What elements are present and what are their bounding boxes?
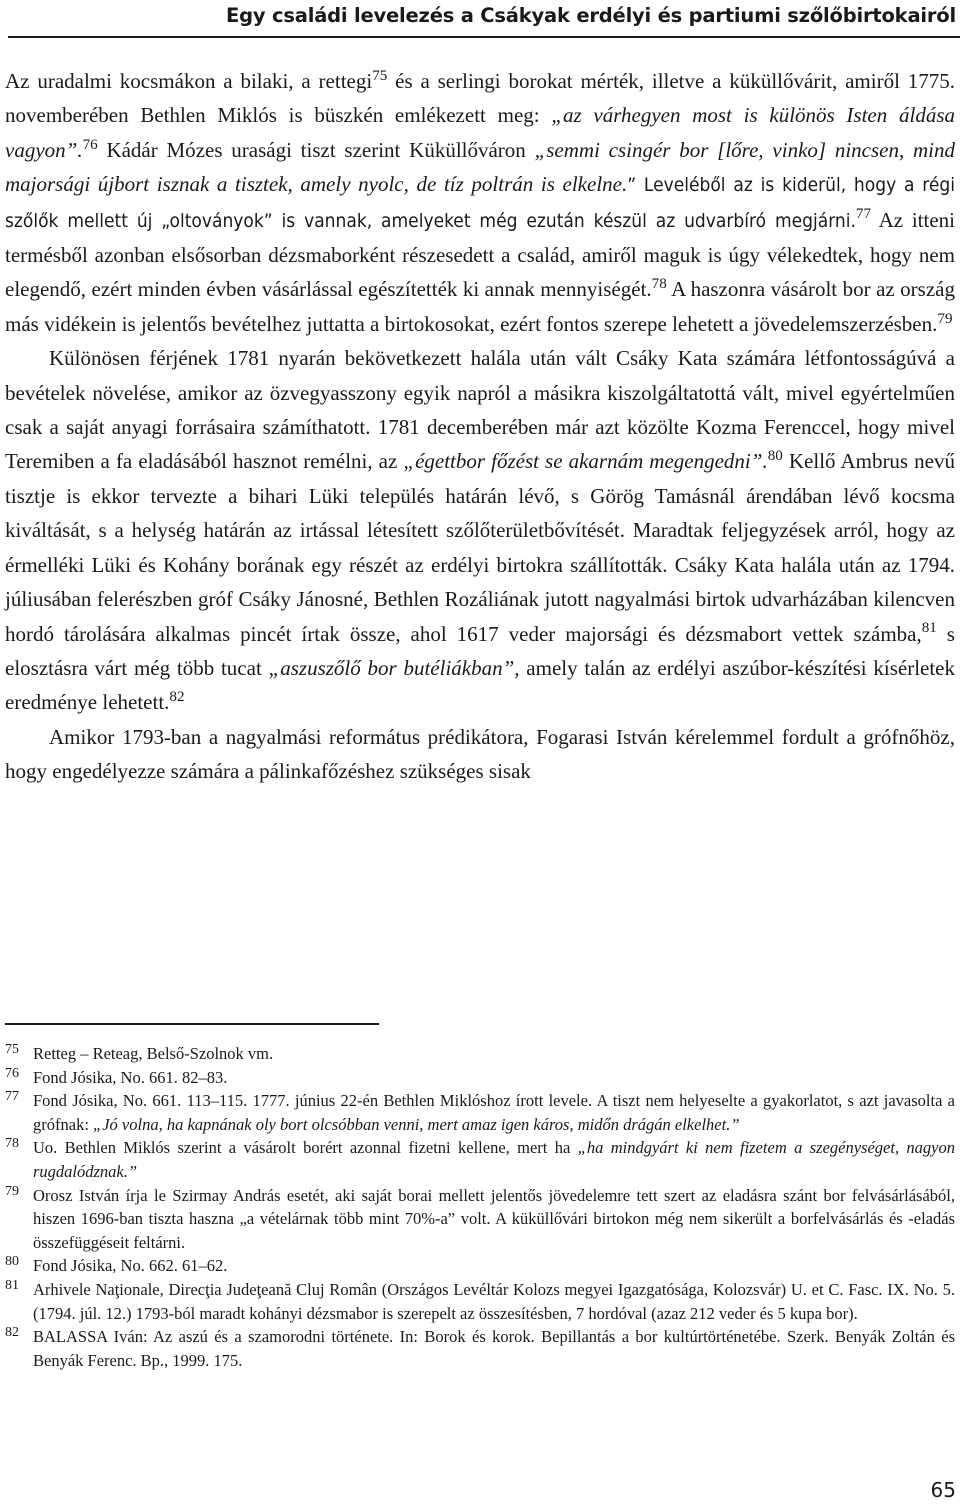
footnote-ref-78[interactable]: 78 [651,276,667,293]
footnote-text [33,1136,955,1183]
paragraph-1 [5,64,955,341]
footnote-number: 75 [5,1042,19,1057]
text-run: Fond Jósika, No. 661. 113–115. 1777. június 22-én Bethlen Miklóshoz írott levele. A tiszt nem helyeselte a gyakorlatot, s azt javasolta a grófnak: [33,1091,955,1134]
text-run: ” Leveléből az is kiderül, hogy a régi szőlők mellett új „oltoványok” is vannak, amelyeket még ezután készül az udvarbíró megjárni. [5,174,955,232]
footnote-number: 81 [5,1277,19,1293]
footnote-76 [5,1066,955,1090]
footnotes [5,1042,955,1372]
footnote-78 [5,1136,955,1183]
footnote-ref-75[interactable]: 75 [372,67,388,84]
footnote-ref-82[interactable]: 82 [169,689,185,705]
text-run: Kádár Mózes urasági tiszt szerint Küküllőváron [97,137,535,162]
quote-text: „semmi csingér bor [lőre, vinko] nincsen, mind majorsági újbort isznak a tisztek, amely nyolc, de tíz poltrán is elkelne. [5,137,955,197]
footnote-number: 82 [5,1325,19,1341]
footnote-text: Retteg – Reteag, Belső-Szolnok vm. [33,1044,274,1063]
footnote-number: 78 [5,1136,19,1152]
paragraph-2 [5,341,955,719]
footnote-75 [5,1042,955,1066]
running-header: Egy családi levelezés a Csákyak erdélyi és partiumi szőlőbirtokairól [226,4,956,27]
footnote-number: 77 [5,1089,19,1105]
quote-text: „ha mindgyárt ki nem fizetem a szegénységet, nagyon rugdalódznak.” [33,1138,956,1181]
footnote-number: 80 [5,1254,19,1270]
footnote-text: Fond Jósika, No. 662. 61–62. [33,1256,228,1276]
footnote-82 [5,1325,955,1372]
text-run: s elosztásra várt még több tucat [5,621,955,680]
text-run: Kellő Ambrus nevű tisztje is ekkor tervezte a bihari Lüki település határán lévő, s Görög Tamásnál árendában lévő kocsma kiváltását, s a helység határán az irtással létesített szőlőterületbővítését. Maradtak feljegyzések arról, hogy az érmelléki Lüki és Kohány borának egy részét az erdélyi birtokra szállították. Csáky Kata halála után az 1794. júliusában felerészben gróf Csáky Jánosné, Bethlen Rozáliának jutott nagyalmási birtok udvarházában kilencven hordó tárolására alkalmas pincét írtak össze, ahol 1617 veder majorsági és dézsmabort vettek számba, [5,449,955,646]
footnote-80 [5,1254,955,1278]
footnote-text: BALASSA Iván: Az aszú és a szamorodni története. In: Borok és korok. Bepillantás a bor kultúrtörténetébe. Szerk. Benyák Zoltán és Benyák Ferenc. Bp., 1999. 175. [33,1327,955,1370]
footnote-ref-77[interactable]: 77 [855,206,872,223]
footnote-ref-81[interactable]: 81 [921,620,937,637]
text-run: Amikor 1793-ban a nagyalmási református prédikátora, Fogarasi István kérelemmel fordult a grófnőhöz, hogy engedélyezze számára a pálinkafőzéshez szükséges sisak [5,724,955,784]
text-run: Uo. Bethlen Miklós szerint a vásárolt borért azonnal fizetni kellene, mert ha [33,1138,578,1158]
footnote-number: 79 [5,1183,19,1199]
paragraph-3 [5,720,955,789]
footnote-text: Fond Jósika, No. 661. 82–83. [33,1067,228,1087]
quote-text: „égettbor főzést se akarnám megengedni”. [403,449,768,474]
body-text [5,64,955,789]
header-rule [8,36,960,38]
text-run: Különösen férjének 1781 nyarán bekövetkezett halála után vált Csáky Kata számára létfontosságúvá a bevételek növelése, amikor az özvegyasszony egyik napról a másikra kiszolgáltatottá vált, mivel egyértelműen csak a saját anyagi forrásaira számíthatott. 1781 decemberében már azt közölte Kozma Ferenccel, hogy mivel Teremiben a fa eladásából hasznot remélni, az [5,346,955,474]
footnote-77 [5,1089,955,1136]
text-run: amely talán az erdélyi aszúbor-készítési kísérletek eredménye lehetett. [5,655,956,715]
footnote-number: 76 [5,1065,19,1081]
quote-text: „aszuszőlő bor butéliákban”, [268,655,520,680]
footnote-text: Orosz István írja le Szirmay András esetét, aki saját borai mellett jelentős jövedelemre tett szert az eladásra szánt bor felvásárlásából, hiszen 1696-ban tiszta haszna „a vételárnak több mint 70%-a” volt. A küküllővári birtokon még nem sikerült a borfelvásárlás és -eladás összefüggéseit feltárni. [33,1185,955,1252]
text-run: Az itteni termésből azonban elsősorban dézsmaborként részesedett a család, amiről maguk is úgy vélekedtek, hogy nem elegendő, ezért minden évben vásárlással egészítették ki annak mennyiségét. [5,207,955,302]
quote-text: „Jó volna, ha kapnának oly bort olcsóbban venni, mert amaz igen káros, midőn drágán elkelhet.” [93,1114,740,1134]
footnote-79 [5,1184,955,1255]
footnote-ref-76[interactable]: 76 [82,136,98,153]
footnote-ref-80[interactable]: 80 [767,448,783,465]
page-number: 65 [930,1478,956,1502]
footnote-ref-79[interactable]: 79 [937,310,953,327]
footnote-text: Arhivele Naţionale, Direcţia Judeţeană Cluj Român (Országos Levéltár Kolozs megyei Igazgatósága, Kolozsvár) U. et C. Fasc. IX. No. 5. (1794. júl. 12.) 1793-ból maradt kohányi dézsmabor is szerepelt az összesítésben, 7 hordóval (azaz 212 veder és 5 kupa bor). [33,1279,955,1323]
footnote-rule [5,1023,379,1025]
footnote-text [33,1089,955,1136]
quote-text: „az várhegyen most is különös Isten áldása vagyon”. [5,103,955,162]
text-run: A haszonra vásárolt bor az ország más vidékein is jelentős bevételhez juttatta a birtokosokat, ezért fontos szerepe lehetett a jövedelemszerzésben. [5,277,955,336]
text-run: Az uradalmi kocsmákon a bilaki, a rettegi [5,69,373,93]
footnote-81 [5,1278,955,1325]
text-run: és a serlingi borokat mérték, illetve a küküllővárit, amiről 1775. novemberében Bethlen Miklós is büszkén emlékezett meg: [5,69,955,128]
